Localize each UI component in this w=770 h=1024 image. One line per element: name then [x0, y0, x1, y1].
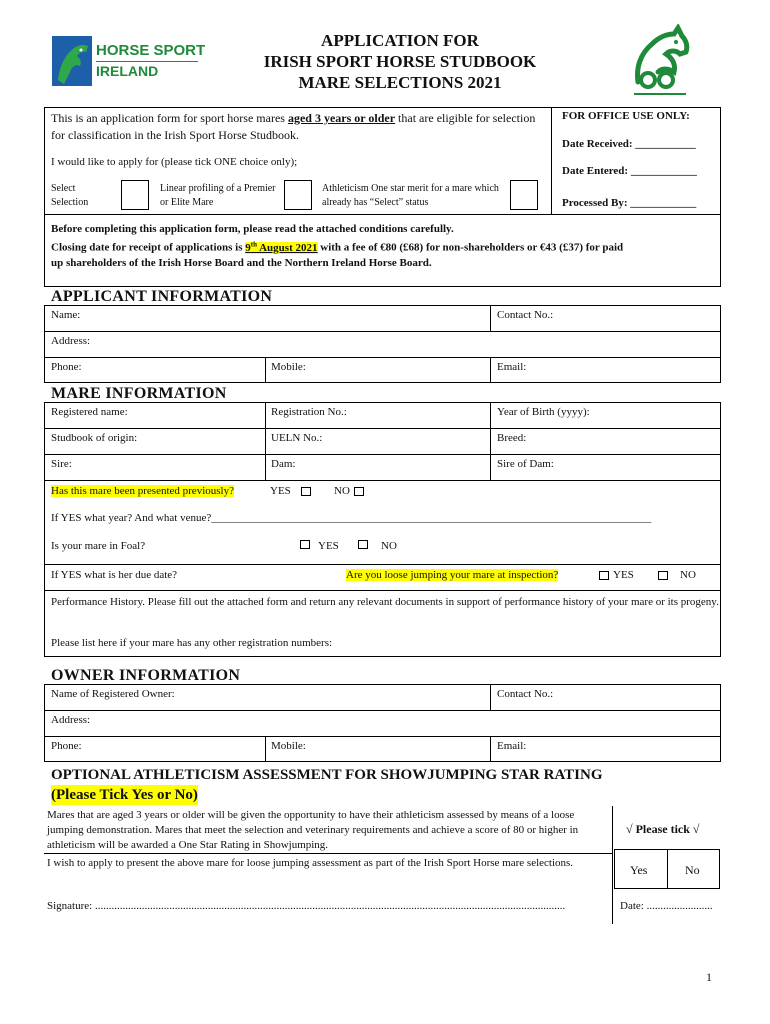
optional-subheading: (Please Tick Yes or No) — [51, 787, 198, 803]
office-title: FOR OFFICE USE ONLY: — [562, 110, 690, 122]
due-date-field[interactable]: If YES what is her due date? — [51, 569, 178, 581]
title-line2: IRISH SPORT HORSE STUDBOOK — [263, 52, 537, 71]
office-date-received: Date Received: ___________ — [562, 138, 696, 150]
intro-divider — [44, 214, 721, 215]
title-line1: APPLICATION FOR — [321, 31, 479, 50]
office-date-entered: Date Entered: ____________ — [562, 165, 697, 177]
signature-field[interactable]: Signature: ........................................................................................................................................................................... — [47, 900, 566, 912]
applicant-name-field[interactable]: Name: — [51, 309, 81, 321]
mare-registration-no-field[interactable]: Registration No.: — [271, 406, 347, 418]
choice-linear-checkbox[interactable] — [284, 180, 312, 210]
foal-question: Is your mare in Foal? — [51, 540, 146, 552]
mare-table — [44, 402, 721, 657]
choice-athleticism-checkbox[interactable] — [510, 180, 538, 210]
owner-address-field[interactable]: Address: — [51, 714, 91, 726]
applicant-mobile-field[interactable]: Mobile: — [271, 361, 306, 373]
applicant-address-field[interactable]: Address: — [51, 335, 91, 347]
logo-rule — [96, 61, 198, 62]
presented-no-checkbox[interactable] — [354, 487, 364, 496]
applicant-heading: APPLICANT INFORMATION — [51, 288, 273, 305]
page-title — [200, 30, 600, 93]
other-registration-field[interactable]: Please list here if your mare has any other registration numbers: — [51, 637, 333, 649]
mare-breed-field[interactable]: Breed: — [497, 432, 527, 444]
page-number: 1 — [706, 970, 712, 984]
logo-line1: HORSE SPORT — [96, 42, 206, 59]
foal-yes-checkbox[interactable] — [300, 540, 310, 549]
presented-question: Has this mare been presented previously? — [51, 485, 234, 497]
optional-no-option[interactable]: No — [685, 863, 700, 877]
owner-mobile-field[interactable]: Mobile: — [271, 740, 306, 752]
mare-sire-field[interactable]: Sire: — [51, 458, 72, 470]
choice-linear-label: Linear profiling of a Premier or Elite Mare — [160, 183, 276, 208]
loose-yes-label: YES — [613, 569, 634, 581]
mare-sire-of-dam-field[interactable]: Sire of Dam: — [497, 458, 554, 470]
owner-phone-field[interactable]: Phone: — [51, 740, 82, 752]
applicant-table — [44, 305, 721, 383]
choice-select-label: Select Selection — [51, 183, 89, 208]
applicant-email-field[interactable]: Email: — [497, 361, 527, 373]
presented-yes-label: YES — [270, 485, 291, 497]
mare-year-of-birth-field[interactable]: Year of Birth (yyyy): — [497, 406, 590, 418]
previous-venue-field[interactable]: If YES what year? And what venue?________________________________________________________________________________ — [51, 512, 652, 524]
choice-athleticism-label: Athleticism One star merit for a mare which already has “Select” status — [322, 183, 499, 208]
age-emphasis: aged 3 years or older — [287, 111, 396, 125]
owner-contact-field[interactable]: Contact No.: — [497, 688, 554, 700]
applicant-phone-field[interactable]: Phone: — [51, 361, 82, 373]
optional-description: Mares that are aged 3 years or older will be given the opportunity to have their athleticism assessed by means of a loose jumping demonstration. Mares that meet the selection and veterinary requirements and achieve a score of 80 or higher in athleticism will be awarded a One Star Rating in Showjumping. — [47, 809, 579, 851]
apply-instruction: I would like to apply for (please tick ONE choice only); — [51, 156, 298, 168]
loose-no-label: NO — [680, 569, 696, 581]
applicant-contact-field[interactable]: Contact No.: — [497, 309, 554, 321]
loose-jumping-question: Are you loose jumping your mare at inspection? — [346, 569, 559, 581]
title-line3: MARE SELECTIONS 2021 — [298, 73, 502, 92]
office-divider — [551, 107, 552, 214]
loose-yes-checkbox[interactable] — [599, 571, 609, 580]
mare-studbook-field[interactable]: Studbook of origin: — [51, 432, 138, 444]
loose-no-checkbox[interactable] — [658, 571, 668, 580]
presented-no-label: NO — [334, 485, 350, 497]
logo-line2: IRELAND — [96, 63, 159, 79]
mare-dam-field[interactable]: Dam: — [271, 458, 296, 470]
owner-email-field[interactable]: Email: — [497, 740, 527, 752]
loose-jumping-wish: I wish to apply to present the above mare for loose jumping assessment as part of the Irish Sport Horse mare selections. — [47, 857, 574, 869]
mare-registered-name-field[interactable]: Registered name: — [51, 406, 128, 418]
performance-history-field[interactable]: Performance History. Please fill out the attached form and return any relevant documents in support of performance history of your mare or its progeny. — [51, 596, 719, 608]
optional-yes-option[interactable]: Yes — [630, 863, 648, 877]
optional-heading: OPTIONAL ATHLETICISM ASSESSMENT FOR SHOWJUMPING STAR RATING (Please Tick Yes or No) — [51, 767, 603, 803]
mare-ueln-field[interactable]: UELN No.: — [271, 432, 323, 444]
foal-no-label: NO — [381, 540, 397, 552]
office-processed-by: Processed By: ____________ — [562, 197, 697, 209]
closing-date: 9th August 2021 — [245, 240, 318, 254]
date-field[interactable]: Date: ........................ — [620, 900, 713, 912]
studbook-horse-emblem-icon — [624, 24, 696, 96]
intro-text: This is an application form for sport horse mares aged 3 years or older that are eligible for selection for classification in the Irish Sport Horse Studbook. — [51, 111, 536, 142]
hsi-horse-icon — [52, 36, 92, 86]
foal-yes-label: YES — [318, 540, 339, 552]
choice-select-checkbox[interactable] — [121, 180, 149, 210]
presented-yes-checkbox[interactable] — [301, 487, 311, 496]
owner-name-field[interactable]: Name of Registered Owner: — [51, 688, 175, 700]
foal-no-checkbox[interactable] — [358, 540, 368, 549]
owner-heading: OWNER INFORMATION — [51, 667, 241, 684]
please-tick-label: √ Please tick √ — [626, 822, 700, 836]
mare-heading: MARE INFORMATION — [51, 385, 227, 402]
notice-text: Before completing this application form, please read the attached conditions carefully. Closing date for receipt of applications is 9th August 2021 with a fee of €80 (£68) for non-shareholders or €43 (£37) for paid up shareholders of the Irish Horse Board and the Northern Ireland Horse Board. — [51, 223, 624, 269]
hsi-logo — [52, 36, 206, 86]
